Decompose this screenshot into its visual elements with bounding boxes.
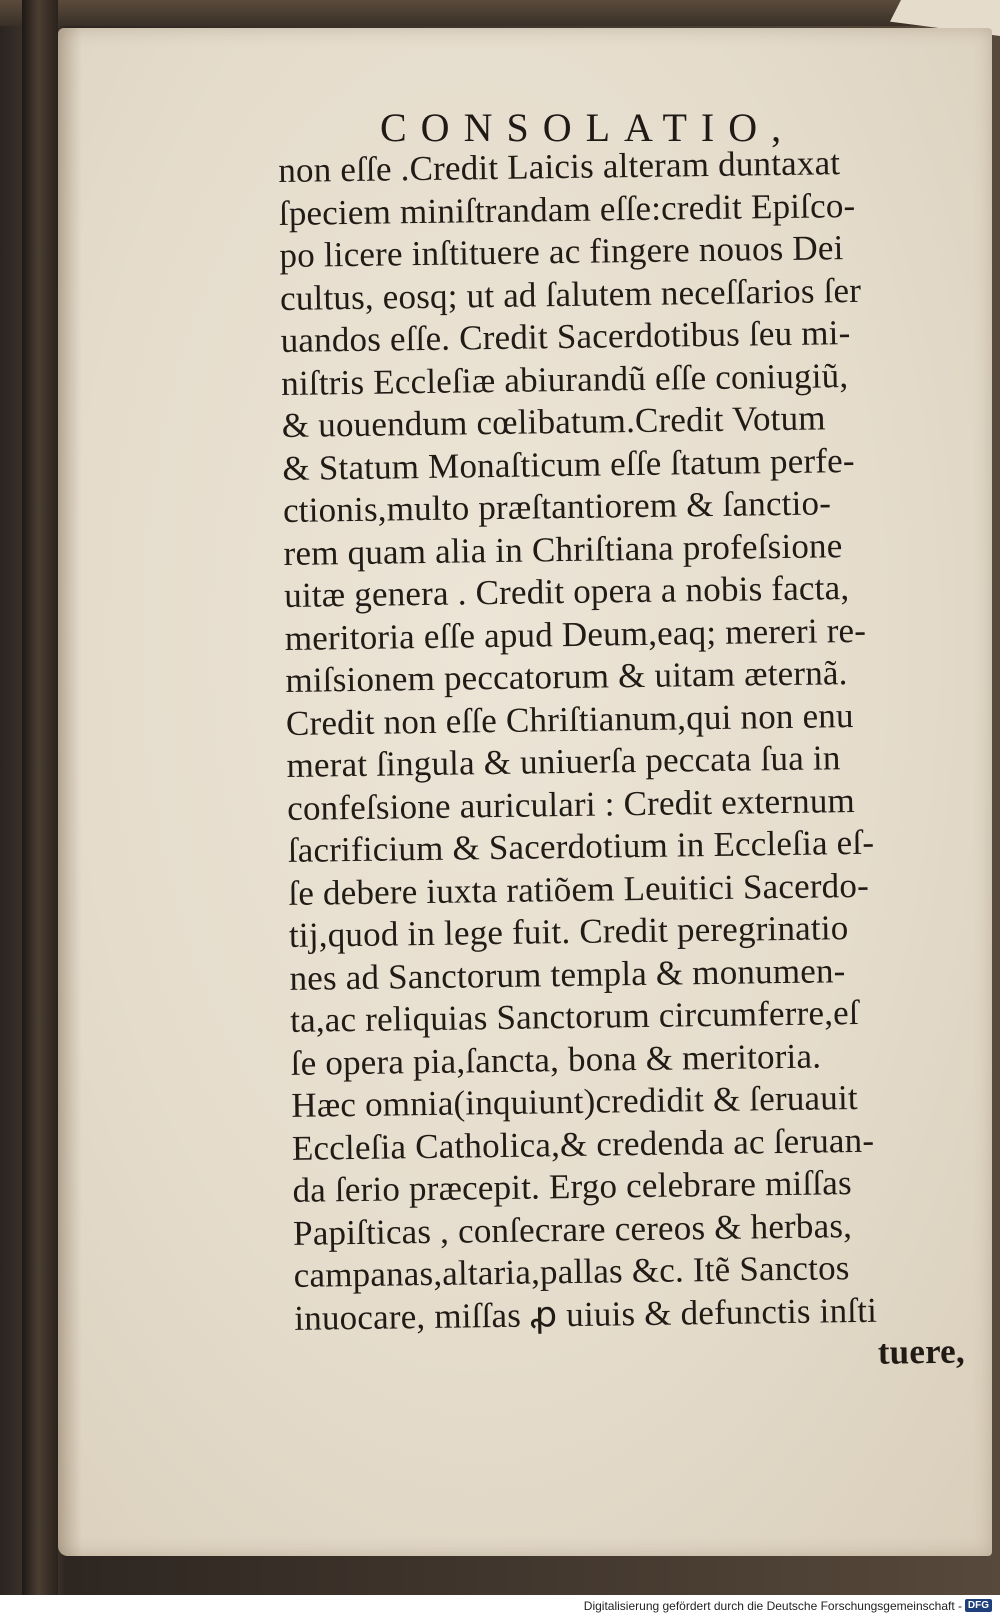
dfg-logo-icon[interactable]: DFG	[965, 1599, 992, 1612]
running-title: CONSOLATIO,	[380, 105, 796, 150]
text-line: ctionis,multo præſtantiorem & ſanctio-	[282, 483, 832, 530]
text-line: da ſerio præcepit. Ergo celebrare miſſas	[292, 1163, 853, 1210]
page-text	[278, 140, 1000, 1382]
page-gutter-shadow	[58, 28, 82, 1556]
text-line: & uouendum cœlibatum.Credit Votum	[281, 398, 826, 445]
text-line: ſe opera pia,ſancta, bona & meritoria.	[290, 1036, 822, 1083]
text-line: ta,ac reliquias Sanctorum circumferre,eſ	[289, 992, 860, 1040]
text-line: uitæ genera . Credit opera a nobis facta,	[283, 568, 850, 615]
text-line: ſe debere iuxta ratiõem Leuitici Sacerdo-	[288, 865, 870, 913]
text-line: Eccleſia Catholica,& credenda ac ſeruan-	[291, 1120, 875, 1168]
text-line: miſsionem peccatorum & uitam æternã.	[285, 653, 848, 700]
funding-credit: Digitalisierung gefördert durch die Deutsche Forschungsgemeinschaft -	[583, 1599, 962, 1613]
text-line: cultus, eosq; ut ad ſalutem neceſſarios ſer	[279, 270, 862, 318]
text-line: uandos eſſe. Credit Sacerdotibus ſeu mi-	[280, 313, 851, 360]
text-line: rem quam alia in Chriſtiana profeſsione	[283, 525, 843, 573]
text-line: ſacrificium & Sacerdotium in Eccleſia eſ-	[287, 822, 875, 870]
text-line: niſtris Eccleſiæ abiurandũ eſſe coniugiũ,	[280, 355, 849, 403]
text-line: & Statum Monaſticum eſſe ſtatum perfe-	[282, 440, 855, 488]
digitization-footer	[0, 1595, 1000, 1621]
text-line: ſpeciem miniſtrandam eſſe:credit Epiſco-	[278, 185, 856, 233]
book-spine-edge	[22, 0, 58, 1595]
text-line: non eſſe .Credit Laicis alteram duntaxat	[278, 143, 841, 190]
text-line: Credit non eſſe Chriſtianum,qui non enu	[285, 695, 854, 743]
text-line: inuocare, miſſas ꝓ uiuis & defunctis inſti	[294, 1290, 878, 1338]
text-line: campanas,altaria,pallas &c. Itẽ Sanctos	[293, 1248, 850, 1295]
text-line: meritoria eſſe apud Deum,eaq; mereri re-	[284, 610, 867, 658]
book-top-edge	[0, 0, 1000, 26]
text-line: po licere inſtituere ac fingere nouos Dei	[279, 228, 844, 275]
catchword: tuere,	[877, 1331, 966, 1372]
text-line: confeſsione auriculari : Credit externum	[286, 780, 856, 828]
text-line: Hæc omnia(inquiunt)credidit & ſeruauit	[291, 1077, 859, 1125]
text-line: Papiſticas , conſecrare cereos & herbas,	[292, 1205, 853, 1253]
text-line: nes ad Sanctorum templa & monumen-	[289, 950, 846, 998]
text-line: merat ſingula & uniuerſa peccata ſua in	[286, 738, 841, 785]
text-line: tij,quod in lege fuit. Credit peregrinatio	[288, 908, 849, 955]
